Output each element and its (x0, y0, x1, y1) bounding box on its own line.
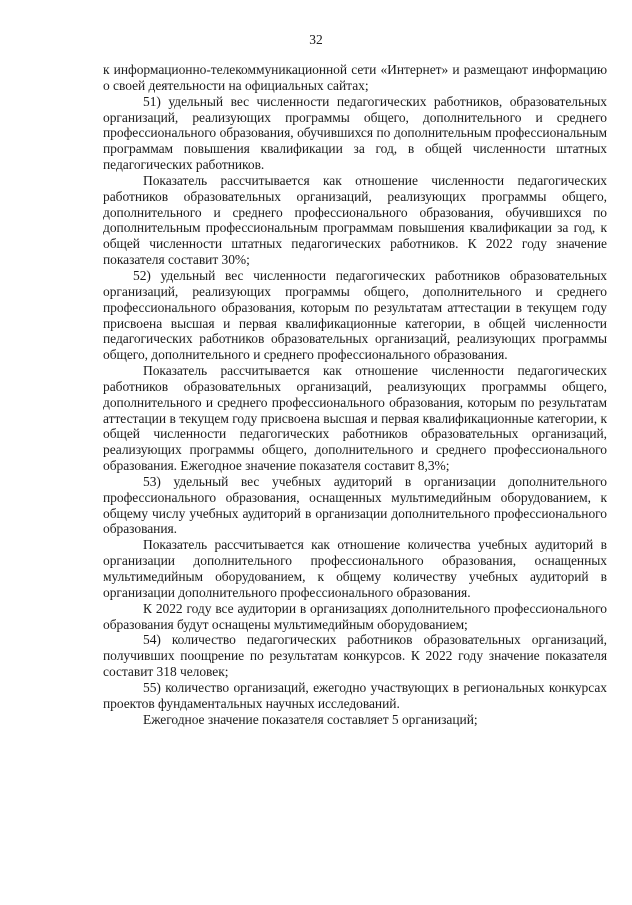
paragraph-item-53-explanation: Показатель рассчитывается как отношение количества учебных аудиторий в организации дополнительного профессионального образования, оснащенных мультимедийным оборудованием, к общему количеству учебных аудиторий в организации дополнительного профессионального образования. (103, 537, 607, 600)
paragraph-item-51-explanation: Показатель рассчитывается как отношение численности педагогических работников образовательных организаций, реализующих программы общего, дополнительного и среднего профессионального образования, обучившихся по дополнительным профессиональным программам повышения квалификации за год, к общей численности штатных педагогических работников. К 2022 году значение показателя составит 30%; (103, 172, 607, 268)
paragraph-item-52-explanation: Показатель рассчитывается как отношение численности педагогических работников образовательных организаций, реализующих программы общего, дополнительного и среднего профессионального образования, которым по результатам аттестации в текущем году присвоена высшая и первая квалификационные категории, к общей численности педагогических работников образовательных организаций, реализующих программы общего, дополнительного и среднего профессионального образования. Ежегодное значение показателя составит 8,3%; (103, 363, 607, 474)
paragraph-continuation: к информационно-телекоммуникационной сети «Интернет» и размещают информацию о своей деятельности на официальных сайтах; (103, 62, 607, 93)
paragraph-item-53-target: К 2022 году все аудитории в организациях дополнительного профессионального образования будут оснащены мультимедийным оборудованием; (103, 600, 607, 632)
paragraph-item-51: 51) удельный вес численности педагогических работников, образовательных организаций, реализующих программы общего, дополнительного и среднего профессионального образования, обучившихся по дополнительным профессиональным программам повышения квалификации за год, в общей численности штатных педагогических работников. (103, 93, 607, 173)
document-body (103, 62, 607, 727)
page-number: 32 (309, 32, 323, 47)
paragraph-item-54: 54) количество педагогических работников образовательных организаций, получивших поощрение по результатам конкурсов. К 2022 году значение показателя составит 318 человек; (103, 632, 607, 680)
paragraph-item-53: 53) удельный вес учебных аудиторий в организации дополнительного профессионального образования, оснащенных мультимедийным оборудованием, к общему числу учебных аудиторий в организации дополнительного профессионального образования. (103, 473, 607, 537)
paragraph-item-55: 55) количество организаций, ежегодно участвующих в региональных конкурсах проектов фундаментальных научных исследований. (103, 679, 607, 711)
paragraph-item-52: 52) удельный вес численности педагогических работников образовательных организаций, реализующих программы общего, дополнительного и среднего профессионального образования, которым по результатам аттестации в текущем году присвоена высшая и первая квалификационные категории, в общей численности педагогических работников образовательных организаций, реализующих программы общего, дополнительного и среднего профессионального образования. (103, 267, 607, 363)
paragraph-item-55-target: Ежегодное значение показателя составляет 5 организаций; (143, 711, 478, 727)
